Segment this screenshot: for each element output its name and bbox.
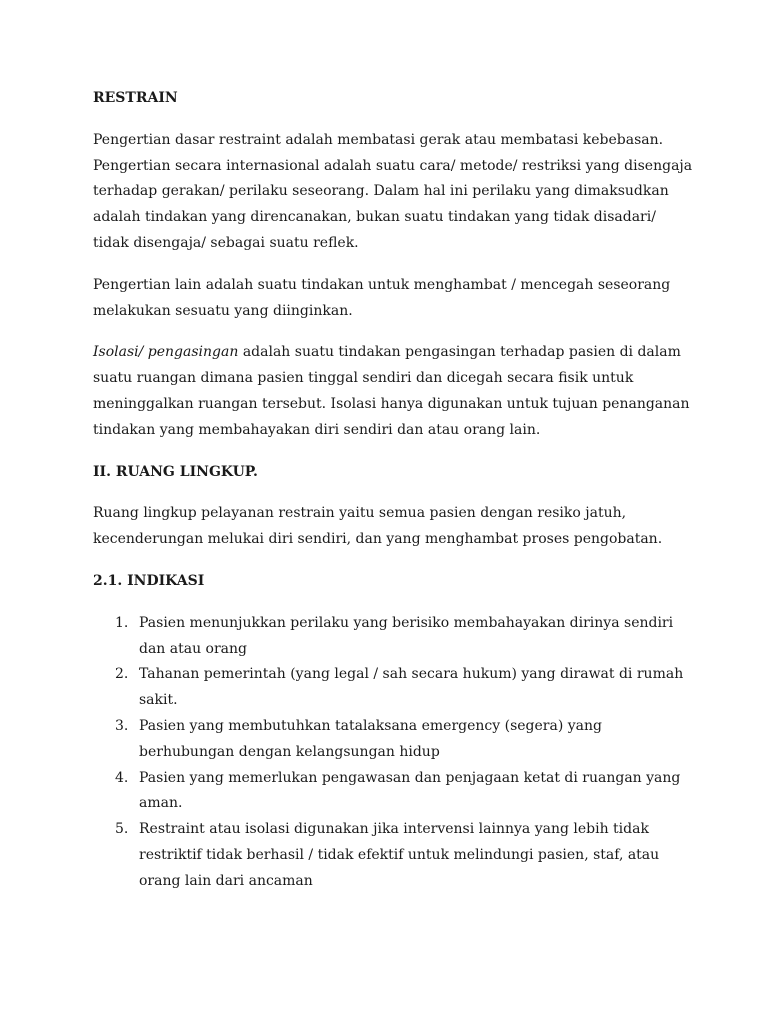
- list-item: [93, 817, 693, 894]
- isolation-term: Isolasi/ pengasingan: [93, 344, 239, 361]
- document-title: RESTRAIN: [93, 90, 178, 106]
- list-item-text: Tahanan pemerintah (yang legal / sah secara hukum) yang dirawat di rumah sakit.: [139, 666, 684, 709]
- list-item: [93, 662, 693, 714]
- list-item-number: 5.: [115, 821, 129, 838]
- list-item-text: Pasien menunjukkan perilaku yang berisiko membahayakan dirinya sendiri dan atau orang: [139, 614, 674, 657]
- list-item-number: 3.: [115, 717, 129, 734]
- list-item: [93, 714, 693, 766]
- list-item-number: 4.: [115, 769, 129, 786]
- list-item-number: 2.: [115, 666, 129, 683]
- section-heading-scope: II. RUANG LINGKUP.: [93, 463, 258, 480]
- paragraph-isolation: [93, 340, 693, 443]
- list-item: [93, 766, 693, 818]
- paragraph-definition: Pengertian dasar restraint adalah membatasi gerak atau membatasi kebebasan. Pengertian secara internasional adalah suatu cara/ metode/ restriksi yang disengaja terhadap gerakan/ perilaku seseorang. Dalam hal ini perilaku yang dimaksudkan adalah tindakan yang direncanakan, bukan suatu tindakan yang tidak disadari/ tidak disengaja/ sebagai suatu reflek.: [93, 131, 693, 251]
- indikasi-list: [93, 611, 693, 895]
- list-item-text: Pasien yang memerlukan pengawasan dan penjagaan ketat di ruangan yang aman.: [139, 769, 681, 812]
- list-item: [93, 611, 693, 663]
- paragraph-other-definition: Pengertian lain adalah suatu tindakan untuk menghambat / mencegah seseorang melakukan sesuatu yang diinginkan.: [93, 276, 671, 319]
- list-item-text: Pasien yang membutuhkan tatalaksana emergency (segera) yang berhubungan dengan kelangsungan hidup: [139, 717, 602, 760]
- list-item-text: Restraint atau isolasi digunakan jika intervensi lainnya yang lebih tidak restriktif tidak berhasil / tidak efektif untuk melindungi pasien, staf, atau orang lain dari ancaman: [139, 821, 660, 889]
- document-content: [93, 86, 693, 895]
- isolation-description: adalah suatu tindakan pengasingan terhadap pasien di dalam suatu ruangan dimana pasien tinggal sendiri dan dicegah secara fisik untuk meninggalkan ruangan tersebut. Isolasi hanya digunakan untuk tujuan penanganan tindakan yang membahayakan diri sendiri dan atau orang lain.: [93, 344, 690, 438]
- section-heading-indikasi: 2.1. INDIKASI: [93, 572, 205, 589]
- paragraph-scope: Ruang lingkup pelayanan restrain yaitu semua pasien dengan resiko jatuh, kecenderungan melukai diri sendiri, dan yang menghambat proses pengobatan.: [93, 505, 663, 548]
- list-item-number: 1.: [115, 614, 129, 631]
